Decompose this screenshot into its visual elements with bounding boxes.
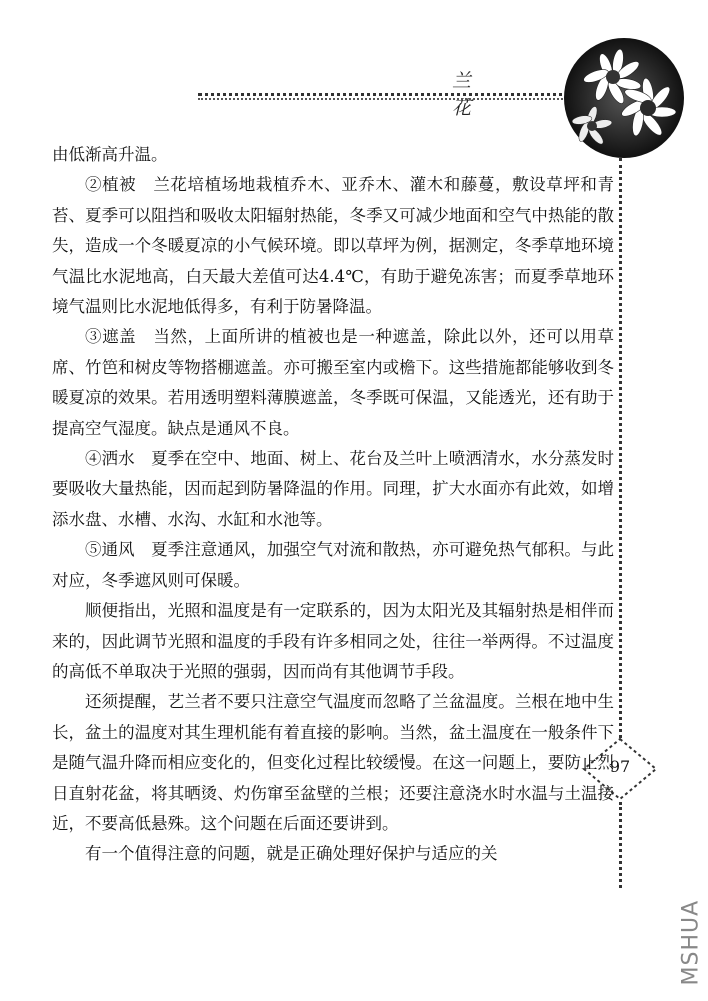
- page-number: 97: [609, 757, 631, 776]
- watermark: [668, 880, 708, 995]
- header-rule: [198, 93, 570, 96]
- running-header-title: 兰 花: [452, 70, 494, 119]
- paragraph: ③遮盖 当然，上面所讲的植被也是一种遮盖，除此以外，还可以用草席、竹笆和树皮等物搭棚遮盖。亦可搬至室内或檐下。这些措施都能够收到冬暖夏凉的效果。若用透明塑料薄膜遮盖，冬季既可保温，又能透光，还有助于提高空气湿度。缺点是通风不良。: [52, 327, 614, 438]
- paragraph: ②植被 兰花培植场地栽植乔木、亚乔木、灌木和藤蔓，敷设草坪和青苔、夏季可以阻挡和吸收太阳辐射热能，冬季又可减少地面和空气中热能的散失，造成一个冬暖夏凉的小气候环境。即以草坪为例，据测定，冬季草地环境气温比水泥地高，白天最大差值可达4.4℃，有助于避免冻害；而夏季草地环境气温则比水泥地低得多，有利于防暑降温。: [52, 175, 614, 317]
- margin-rule-upper: [619, 158, 622, 738]
- header-rule-secondary: [198, 98, 570, 100]
- paragraph: 有一个值得注意的问题，就是正确处理好保护与适应的关: [85, 844, 498, 864]
- body-text: [52, 140, 614, 870]
- paragraph: 还须提醒，艺兰者不要只注意空气温度而忽略了兰盆温度。兰根在地中生长，盆土的温度对其生理机能有着直接的影响。当然，盆土温度在一般条件下是随气温升降而相应变化的，但变化过程比较缓慢。在这一问题上，要防止烈日直射花盆，将其晒烫、灼伤窜至盆壁的兰根；还要注意浇水时水温与土温接近，不要高低悬殊。这个问题在后面还要讲到。: [52, 692, 614, 833]
- paragraph: 由低渐高升温。: [52, 145, 168, 164]
- paragraph: ④洒水 夏季在空中、地面、树上、花台及兰叶上喷洒清水，水分蒸发时要吸收大量热能，因而起到防暑降温的作用。同理，扩大水面亦有此效，如增添水盘、水槽、水沟、水缸和水池等。: [52, 449, 614, 529]
- paragraph: ⑤通风 夏季注意通风，加强空气对流和散热，亦可避免热气郁积。与此对应，冬季遮风则可保暖。: [52, 540, 614, 590]
- watermark-text: MSHUA: [678, 899, 704, 986]
- margin-rule-lower: [619, 802, 622, 888]
- paragraph: 顺便指出，光照和温度是有一定联系的，因为太阳光及其辐射热是相伴而来的，因此调节光照和温度的手段有许多相同之处，往往一举两得。不过温度的高低不单取决于光照的强弱，因而尚有其他调节手段。: [52, 601, 614, 681]
